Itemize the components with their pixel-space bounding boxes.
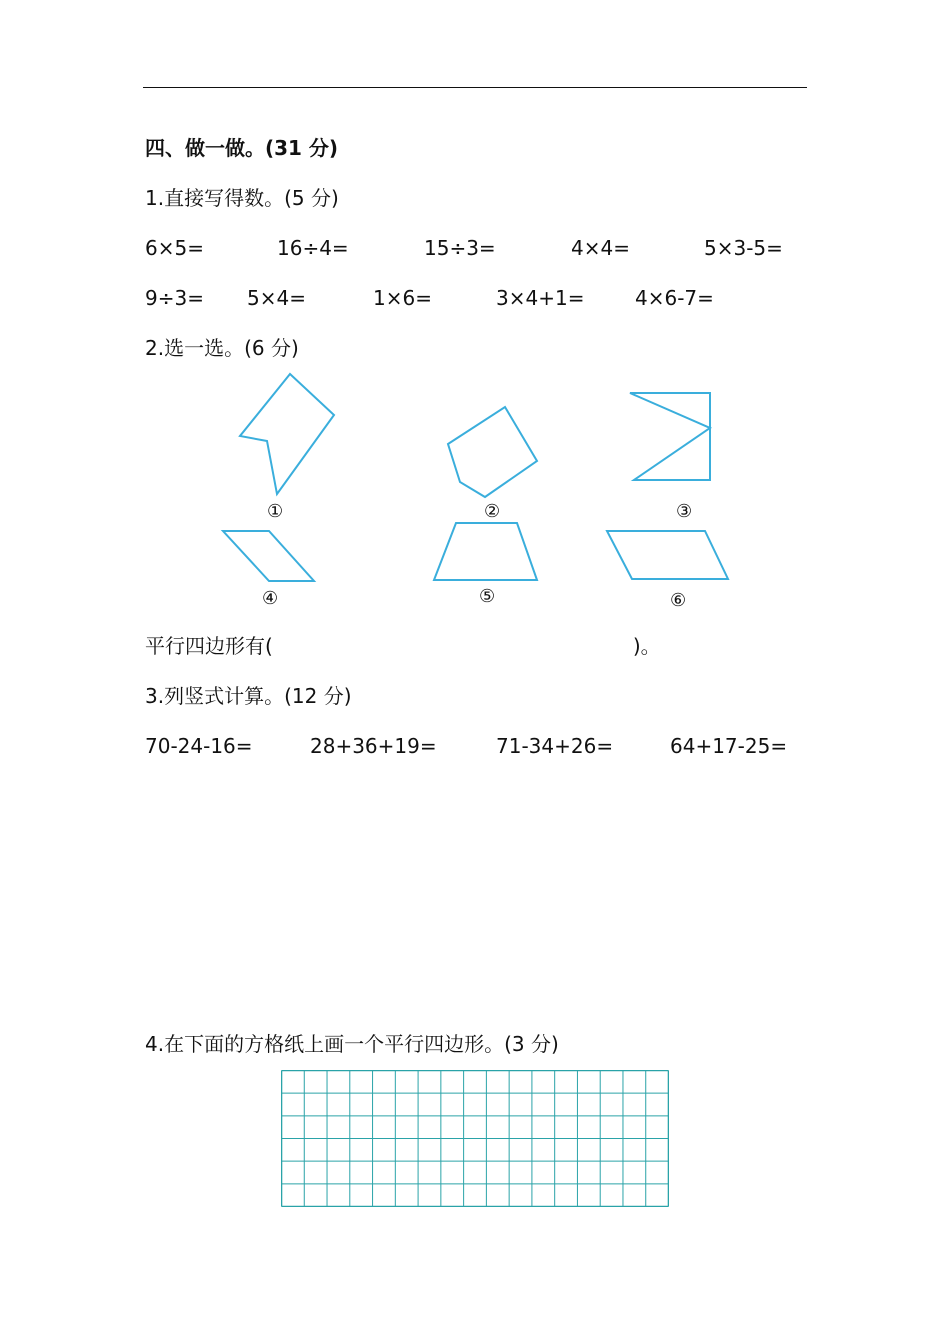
q4-title: 4.在下面的方格纸上画一个平行四边形。(3 分) — [145, 1032, 559, 1056]
shape-2 — [448, 407, 537, 497]
q2-title: 2.选一选。(6 分) — [145, 336, 299, 360]
shape-label-3: ③ — [676, 501, 693, 522]
section-title: 四、做一做。(31 分) — [145, 136, 339, 160]
grid-paper[interactable] — [281, 1070, 669, 1207]
q3-problem: 70-24-16= — [145, 734, 253, 758]
q2-answer-suffix: )。 — [632, 634, 661, 658]
q3-problem: 28+36+19= — [310, 734, 437, 758]
q1-equation: 4×6-7= — [635, 286, 714, 310]
shape-label-1: ① — [267, 501, 284, 522]
shape-1 — [240, 374, 334, 494]
shape-label-2: ② — [484, 501, 501, 522]
shape-5 — [434, 523, 537, 580]
q1-equation: 15÷3= — [424, 236, 496, 260]
q1-equation: 3×4+1= — [496, 286, 585, 310]
q2-answer-line — [145, 636, 661, 656]
q3-problem: 64+17-25= — [670, 734, 788, 758]
q1-equation: 6×5= — [145, 236, 204, 260]
q1-title: 1.直接写得数。(5 分) — [145, 186, 339, 210]
q3-problem: 71-34+26= — [496, 734, 614, 758]
shape-3 — [630, 393, 710, 480]
q1-equation: 4×4= — [571, 236, 630, 260]
shape-4 — [223, 531, 314, 581]
header-rule — [143, 87, 807, 88]
q1-equation: 16÷4= — [277, 236, 349, 260]
q1-equation: 5×4= — [247, 286, 306, 310]
q1-equation: 5×3-5= — [704, 236, 783, 260]
q2-answer-prefix: 平行四边形有( — [145, 634, 273, 658]
q1-equation: 9÷3= — [145, 286, 204, 310]
shape-6 — [607, 531, 728, 579]
shape-label-6: ⑥ — [670, 590, 687, 611]
q3-title: 3.列竖式计算。(12 分) — [145, 684, 352, 708]
shape-label-5: ⑤ — [479, 586, 496, 607]
q1-equation: 1×6= — [373, 286, 432, 310]
shape-label-4: ④ — [262, 588, 279, 609]
